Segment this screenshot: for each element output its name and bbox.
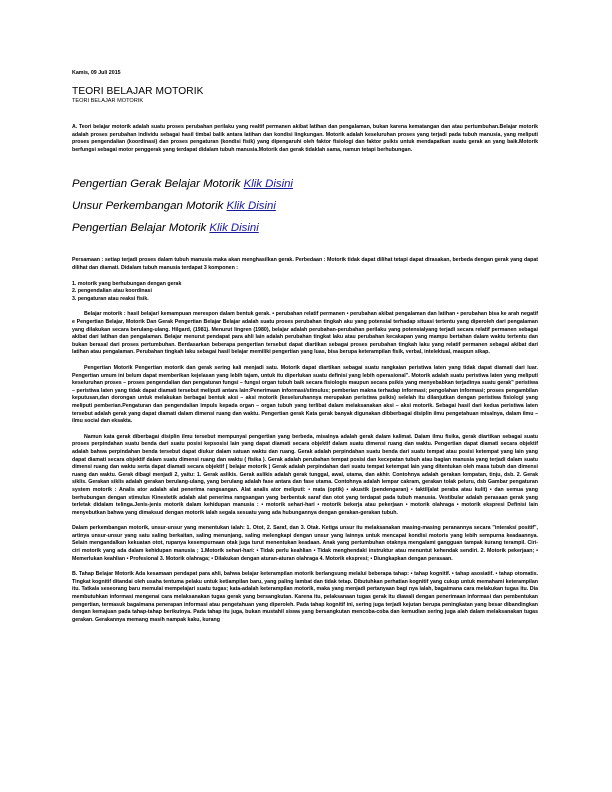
- belajar-motorik-paragraph: Belajar motorik : hasil belajar/ kemampuan merespon dalam bentuk gerak. • perubahan relatif permanen • perubahan akibat pengalaman dan latihan • perubahan bisa ke arah negatif e Pengertian Belajar, Motorik Dan Gerak Pengertian Belajar Belajar adalah suatu proses perubahan tingkah aku yang potensial terhadap situasi tertentu yang diperoleh dari pengalaman yang dilakukan secara berulang-ulang. Hilgard, (1981). Menurut lingren (1980), belajar adalah perubahan-perubahan perilaku yang potensialyang terjadi secara relatif permanen sebagai akibat dari latihan dan pengalaman. Belajar menurut pendapat para ahli lain adalah perubahan tingkat laku atau perubahan kecakapan yang mampu bertahan dalam waktu tertentu dan bukan berasal dari proses pertumbuhan. Berdasarkan beberapa pengertian tersebut dapat diartikan sebagai proses perubahan tingkah laku yang relatif permanen sebagai akibat dari latihan atau pengalaman. Perubahan tingkah laku sebagai hasil belajar memiliki pengertian yang luas, bisa berupa keterampilan fisik, verbal, intelektual, maupun sikap.: [72, 311, 538, 356]
- heading-text: Unsur Perkembangan Motorik: [72, 200, 224, 213]
- topic-headings: [72, 174, 538, 239]
- heading-pengertian-belajar-motorik: [72, 218, 538, 240]
- klik-disini-link[interactable]: Klik Disini: [243, 178, 293, 191]
- list-item: 2. pengendalian atau koordinasi: [72, 288, 152, 295]
- post-date: Kamis, 09 Juli 2015: [72, 70, 121, 76]
- page-title: TEORI BELAJAR MOTORIK: [72, 86, 204, 97]
- unsur-paragraph: Dalam perkembangan motorik, unsur-unsur yang menentukan ialah: 1. Otot, 2. Saraf, dan 3. Otak. Ketiga unsur itu melaksanakan masing-masing peranannya secara "interaksi positif", artinya unsur-unsur yang satu saling berkaitan, saling menunjang, saling melengkapi dengan unsur yang lainnya untuk mencapai kondisi motoris yang lebih sempurna keadaannya. Selain mengandalkan kekuatan otot, rupanya kesempurnaan otak juga turut menentukan keadaan. Anak yang pertumbuhan otaknya mengalami gangguan tampak kurang terampil. Ciri-ciri motorik yang ada dalam kehidupan manusia ; 1.Motorik sehari-hari: • Tidak perlu keahlian • Tidak menghendaki instruktur atau menuntut kehendak sendiri. 2. Motorik pekerjaan; • Memerlukan keahlian • Profesional 3. Motorik olahraga; • Dilakukan dengan aturan-aturan olahraga 4. Motorik ekspresi; • Diungkapkan dengan perasaan.: [72, 525, 538, 562]
- komponen-list: [72, 281, 538, 304]
- heading-text: Pengertian Gerak Belajar Motorik: [72, 178, 241, 191]
- klik-disini-link[interactable]: Klik Disini: [226, 200, 276, 213]
- list-item: 3. pengaturan atau reaksi fisik.: [72, 295, 149, 302]
- document-page: [72, 70, 538, 632]
- page-subtitle: TEORI BELAJAR MOTORIK: [72, 98, 144, 104]
- heading-text: Pengertian Belajar Motorik: [72, 221, 207, 234]
- list-item: 1. motorik yang berhubungan dengan gerak: [72, 280, 182, 287]
- tahap-belajar-paragraph: B. Tahap Belajar Motorik Ada kesamaan pendapat para ahli, bahwa belajar keterampilan motorik berlangsung melalui beberapa tahap: • tahap kognitif. • tahap asosiatif. • tahap otomatis. Tingkat kognitif ditandai oleh usaha tentuma pelaku untuk ketiampilan baru, yang paling lambat dan tidak tetap. Dibutuhkan perhatian kognitif yang cukup untuk memahami keterampilan itu. Tatkala seseorang baru memulai mempelajari suatu tugas; kata-adalah keterampilan motorik, maka yang menjadi pertanyaan bagi nya ialah, bagaimana cara melakukan tugas itu. Dia membutuhkan informasi mengenai cara melaksanakan tugas gerak yang bersangkutan. Karena itu, pelaksanaan tugas gerak itu diawali dengan penerimaan informasi dan pembentukan pengertian, termasuk bagaimana penerapan informasi atau pengetahuan yang diperoleh. Pada tahap kognitif ini, sering juga terjadi kejutan berupa peningkatan yang besar dibandingkan dengan kemajuan pada tahap-tahap berikutnya. Pada tahap itu juga, bukan mustahil siswa yang bersangkutan mencoba-coba dan kemudian sering juga alah dalam melaksanakan tugas gerakan. Gerakannya memang masih nampak kaku, kurang: [72, 571, 538, 623]
- heading-unsur-perkembangan-motorik: [72, 196, 538, 218]
- gerak-paragraph: Namun kata gerak diberbagai disiplin ilmu tersebut mempunyai pengertian yang berbeda, misalnya adalah gerak dalam kalimat. Dalam ilmu fisika, gerak diartikan sebagai suatu proses perpindahan suatu benda dari suatu posisi kepsosisi lain yang dapat diamati secara objektif dalam suatu dimensi ruang dan waktu. Pengertian dapat diamati secara objektif adalah bahwa perpindahan benda tersebut dapat diukur dalam satuan waktu dan ruang. Gerak adalah perpindahan suatu benda dari suatu tempat atau posisi ketempat yang lain yang dapat diamati secara objektif dalam suatu dimensi ruang dan waktu ( fisika ). Gerak adalah perubahan tempat posisi dan kecepatan tubuh atau bagian manusia yang terjadi dalam suatu dimensi ruang dan waktu serta dapat diamati secara objektif ( belajar motorik ) Gerak adalah perpindahan dari suatu tempat ketempat lain yang ditentukan oleh masa tubuh dan dimensi ruang dan waktu. Gerak dibagi menjadi 2, yaitu: 1. Gerak aslikis. Gerak aslikis adalah gerak tunggal, awal, utama, dan akhir. Contohnya adalah gerakan lompatan, tinju, dsb. 2. Gerak siklis. Gerakan siklis adalah gerakan berulang-ulang, yang berulang adalah fase antara dan fase utama. Contohnya adalah lempar cakram, gerakan tolak peluru, dsb Gambar pengaturan system motorik : Analis ator adalah alat penerima rangsangan. Alat analis ator meliputi: • mata (optik) • akustik (pendengaran) • taktil(alat peraba atau kulit) • dan semua yang berhubungan dengan stimulus Kinestetik adalah alat penerima rangsangan yang berbentuk saraf dan otot yang terdapat pada tubuh manusia. Vestibular adalah perasaan gerak yang terletak didalam telinga.Jenis-jenis motorik dalam kehidupan manusia : • motorik sehari-hari • motorik bekerja atau pekerjaan • motorik olahraga • motorik ekspresi Definisi lain menyebutkan bahwa yang dimaksud dengan motorik ialah segala sesuatu yang ada hubungannya dengan gerakan-gerakan tubuh.: [72, 433, 538, 516]
- pengertian-motorik-paragraph: Pengertian Motorik Pengertian motorik dan gerak sering kali menjadi satu. Motorik dapat diartikan sebagai suatu rangkaian peristiwa laten yang tidak dapat diamati dari luar. Pengertian umum ini belum dapat memberikan kejelasan yang lebih tajam, untuk itu diperlukan suatu definisi yang lebih operasional". Motorik adalah suatu peristiwa laten yang meliputi keseluruhan proses – proses pengendalian dan pengaturan fungsi – fungsi organ tubuh baik secara fisiologis maupun secara psikis yang menyebabkan terjadinya suatu gerak" peristiwa – peristiwa laten yang tidak dapat diamati tersebut meliputi antara lain:Penerimaan informasi/stimulus; pemberian makna terhadap informasi; pengolahan informasi; proses pengambilan keputusan,dan dorongan untuk melakukan berbagai bentuk aksi – aksi motorik (keseluruhannya merupakan peristiwa psikis) selelah itu dilanjutkan dengan peristiwa fisiologi yang meliputi pemberian.Pengaturan dan pengendalian impuls kepada organ – organ tubuh yang terlibat dalam melaksanakan aksi – aksi motorik. Sebagai hasil dari kedua peristiwa laten tersebut adalah gerak yang dapat diamati dalam dimensi ruang dan waktu. Pengertian gerak Kata gerak banyak digunakan dibberbagai disiplin ilmu pengetahuan misalnya, dalam ilmu – ilmu social dan eksakta.: [72, 365, 538, 425]
- klik-disini-link[interactable]: Klik Disini: [209, 221, 259, 234]
- heading-gerak-belajar-motorik: [72, 174, 538, 196]
- persamaan-paragraph: Persamaan : setiap terjadi proses dalam tubuh manusia maka akan menghasilkan gerak. Perbedaan : Motorik tidak dapat dilihat tetapi dapat dirasakan, berbeda dengan gerak yang dapat dilihat dan diamati. Didalam tubuh manusia terdapat 3 komponen :: [72, 257, 538, 272]
- intro-paragraph: A. Teori belajar motorik adalah suatu proses perubahan perilaku yang realtif permanen akibat latihan dan pengalaman, bukan karena kematangan dan atau pertumbuhan.Belajar motorik adalah proses perubahan individu sebagai hasil timbal balik antara latihan dan kondisi lingkungan. Motorik adalah keseluruhan proses yang terjadi pada tubuh manusia, yang meliputi proses pengendalian (koordinasi) dan proses pengaturan (kondisi fisik) yang dipengaruhi oleh faktor fisiologi dan faktor psikis untuk mendapatkan suatu gerak an yang baik.Motorik berfungsi sebagai motor penggerak yang terdapat didalam tubuh manusia.Motorik dan gerak tidaklah sama, namun tetapi berhubungan.: [72, 124, 538, 153]
